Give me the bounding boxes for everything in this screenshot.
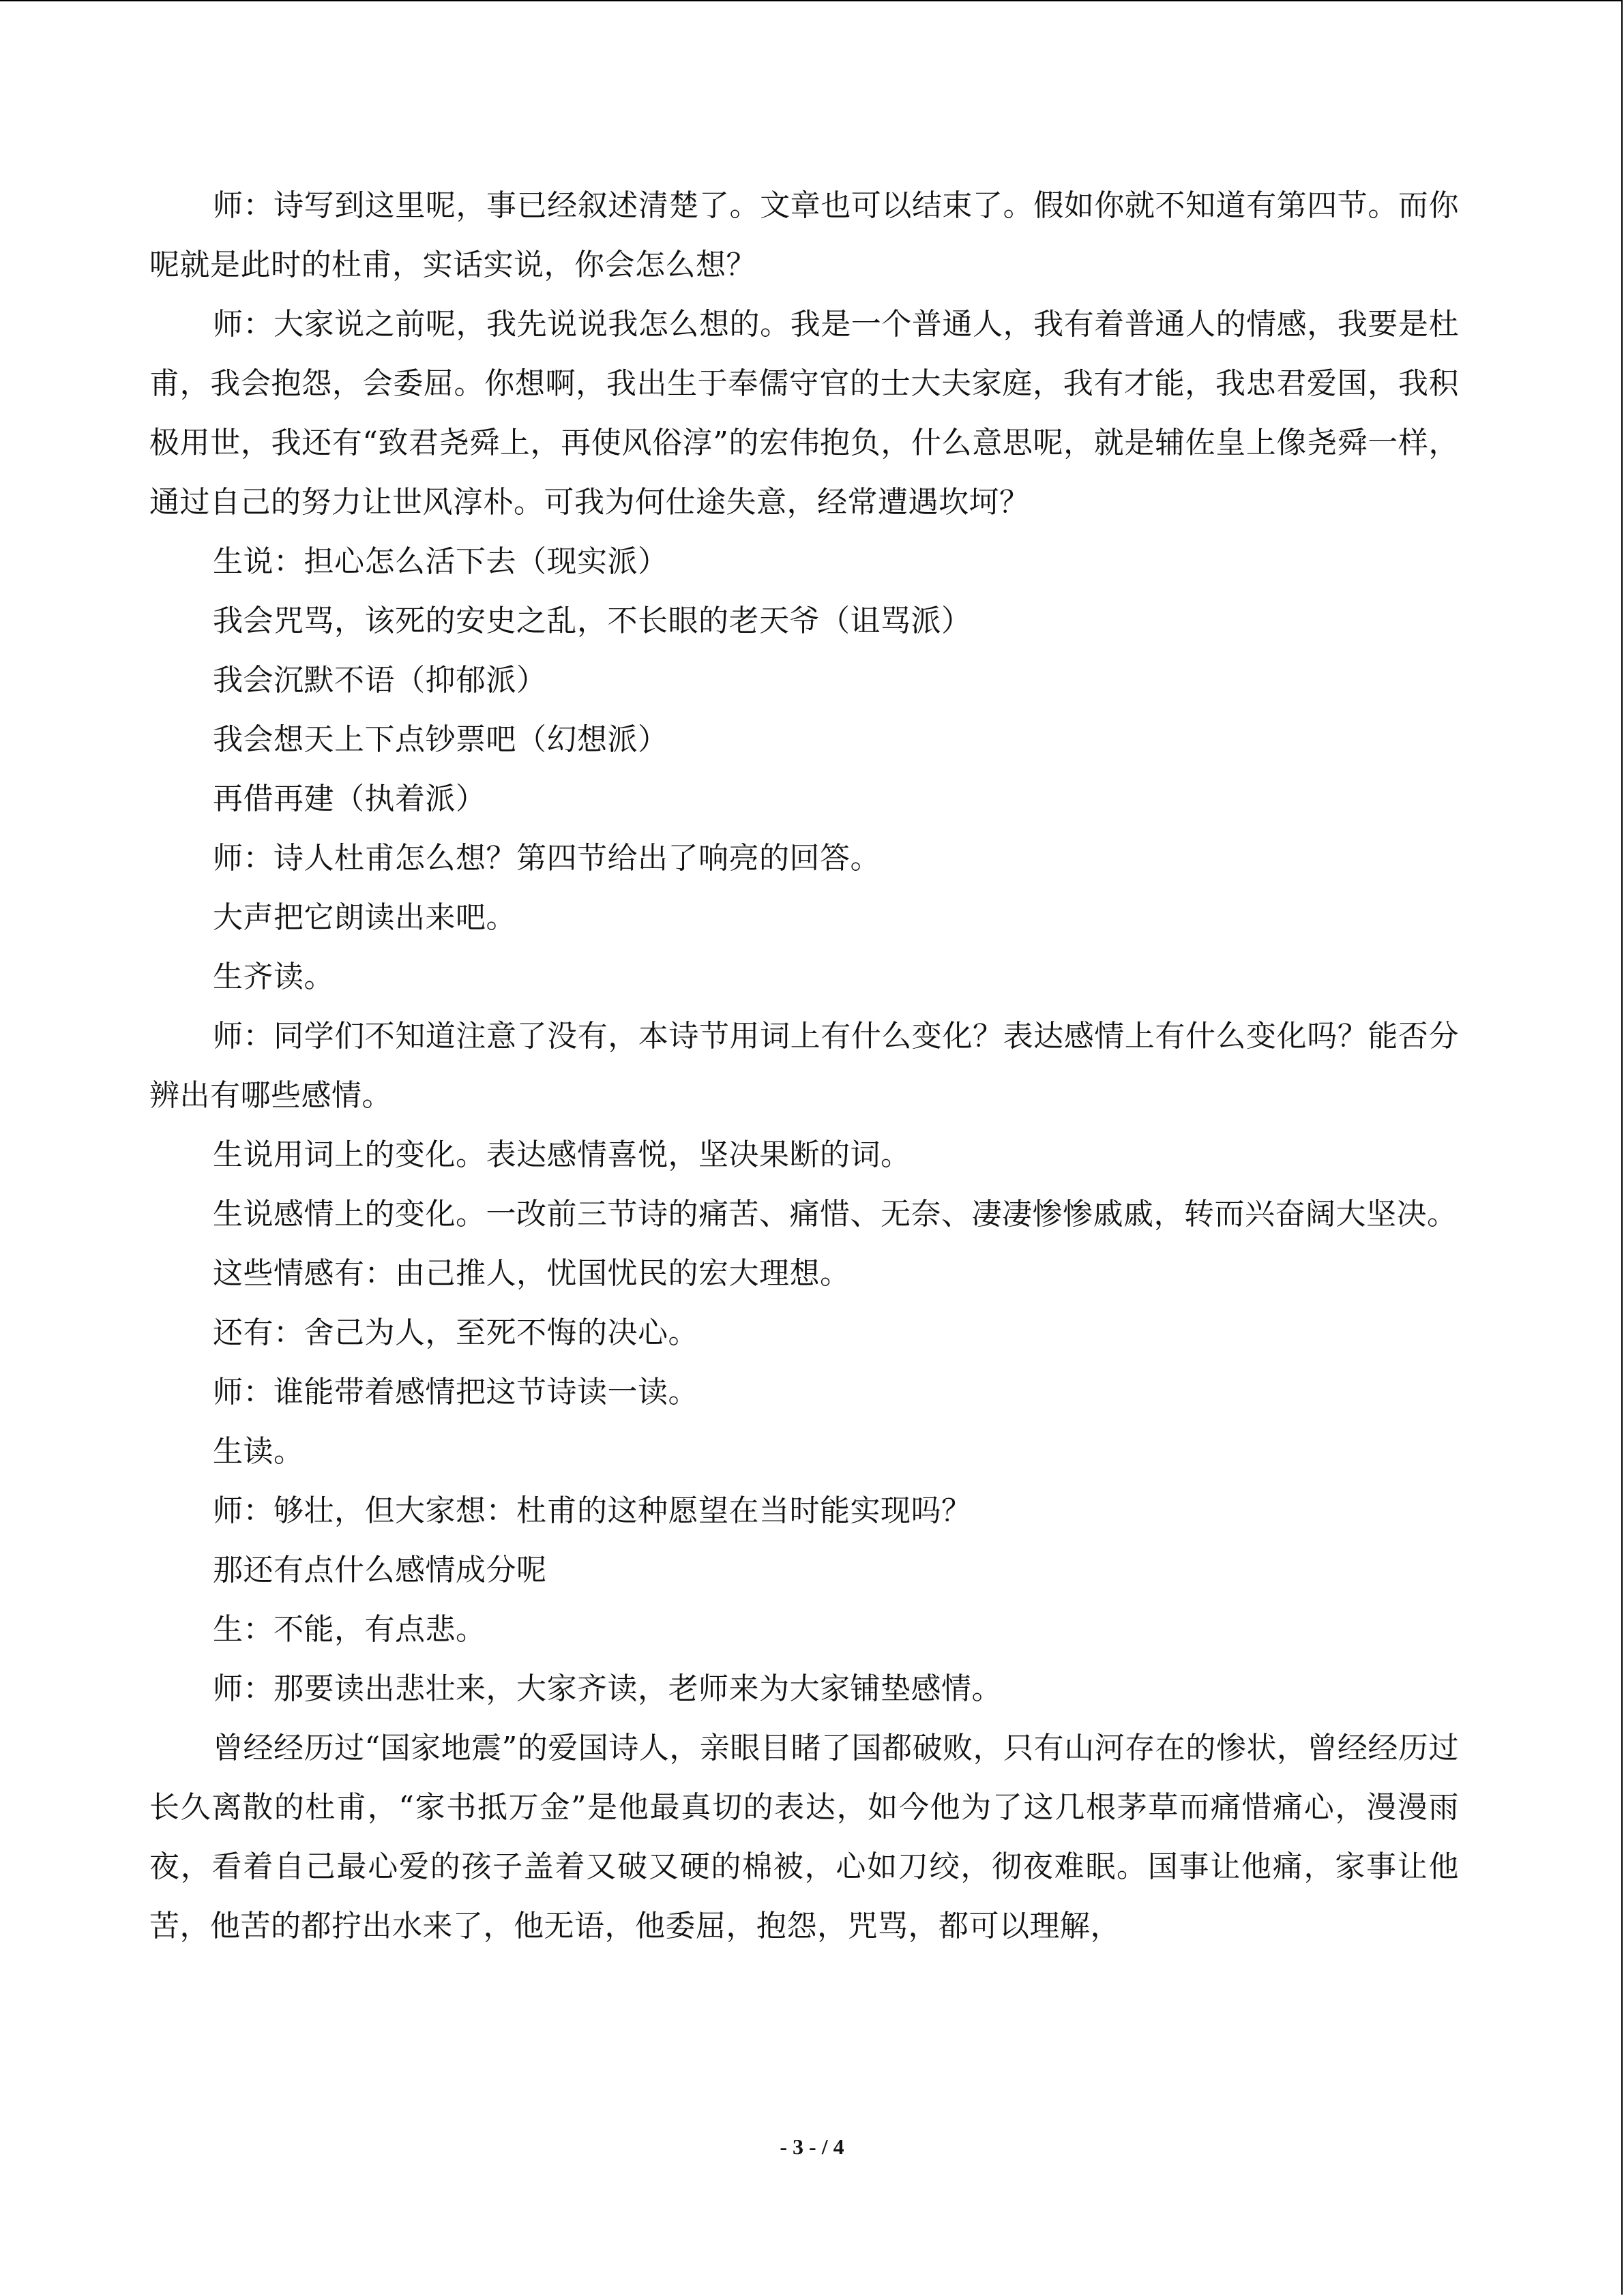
paragraph: 师：谁能带着感情把这节诗读一读。 bbox=[213, 1375, 698, 1410]
paragraph: 生说感情上的变化。一改前三节诗的痛苦、痛惜、无奈、凄凄惨惨戚戚，转而兴奋阔大坚决。 bbox=[213, 1197, 1458, 1232]
paragraph: 生齐读。 bbox=[213, 959, 334, 994]
paragraph: 生读。 bbox=[213, 1434, 304, 1469]
paragraph: 师：诗人杜甫怎么想？第四节给出了响亮的回答。 bbox=[213, 841, 881, 876]
paragraph: 生说用词上的变化。表达感情喜悦，坚决果断的词。 bbox=[213, 1137, 911, 1172]
paragraph: 生：不能，有点悲。 bbox=[213, 1612, 486, 1647]
paragraph: 我会沉默不语（抑郁派） bbox=[213, 663, 547, 698]
paragraph: 那还有点什么感情成分呢 bbox=[213, 1553, 547, 1587]
paragraph: 大声把它朗读出来吧。 bbox=[213, 900, 516, 935]
page-number: - 3 - / 4 bbox=[780, 2134, 844, 2159]
paragraph: 师：同学们不知道注意了没有，本诗节用词上有什么变化？表达感情上有什么变化吗？能否分辨出有哪些感情。 bbox=[149, 1019, 1459, 1113]
paragraph: 师：那要读出悲壮来，大家齐读，老师来为大家铺垫感情。 bbox=[213, 1671, 1002, 1706]
paragraph: 师：大家说之前呢，我先说说我怎么想的。我是一个普通人，我有着普通人的情感，我要是杜甫，我会抱怨，会委屈。你想啊，我出生于奉儒守官的士大夫家庭，我有才能，我忠君爱国，我积极用世，我还有“致君尧舜上，再使风俗淳”的宏伟抱负，什么意思呢，就是辅佐皇上像尧舜一样，通过自己的努力让世风淳朴。可我为何仕途失意，经常遭遇坎坷？ bbox=[149, 307, 1460, 520]
paragraph: 我会想天上下点钞票吧（幻想派） bbox=[213, 722, 668, 757]
paragraph: 这些情感有：由己推人，忧国忧民的宏大理想。 bbox=[213, 1256, 851, 1291]
paragraph: 曾经经历过“国家地震”的爱国诗人，亲眼目睹了国都破败，只有山河存在的惨状，曾经经历过长久离散的杜甫，“家书抵万金”是他最真切的表达，如今他为了这几根茅草而痛惜痛心，漫漫雨夜，看着自己最心爱的孩子盖着又破又硬的棉被，心如刀绞，彻夜难眠。国事让他痛，家事让他苦，他苦的都拧出水来了，他无语，他委屈，抱怨，咒骂，都可以理解， bbox=[149, 1731, 1459, 1943]
paragraph: 生说：担心怎么活下去（现实派） bbox=[213, 544, 668, 579]
paragraph: 师：够壮，但大家想：杜甫的这种愿望在当时能实现吗？ bbox=[213, 1493, 972, 1528]
paragraph: 再借再建（执着派） bbox=[213, 781, 486, 816]
paragraph: 师：诗写到这里呢，事已经叙述清楚了。文章也可以结束了。假如你就不知道有第四节。而你呢就是此时的杜甫，实话实说，你会怎么想？ bbox=[149, 188, 1459, 282]
paragraph: 还有：舍己为人，至死不悔的决心。 bbox=[213, 1315, 698, 1350]
document-body bbox=[149, 176, 1459, 1956]
paragraph: 我会咒骂，该死的安史之乱，不长眼的老天爷（诅骂派） bbox=[213, 603, 972, 638]
